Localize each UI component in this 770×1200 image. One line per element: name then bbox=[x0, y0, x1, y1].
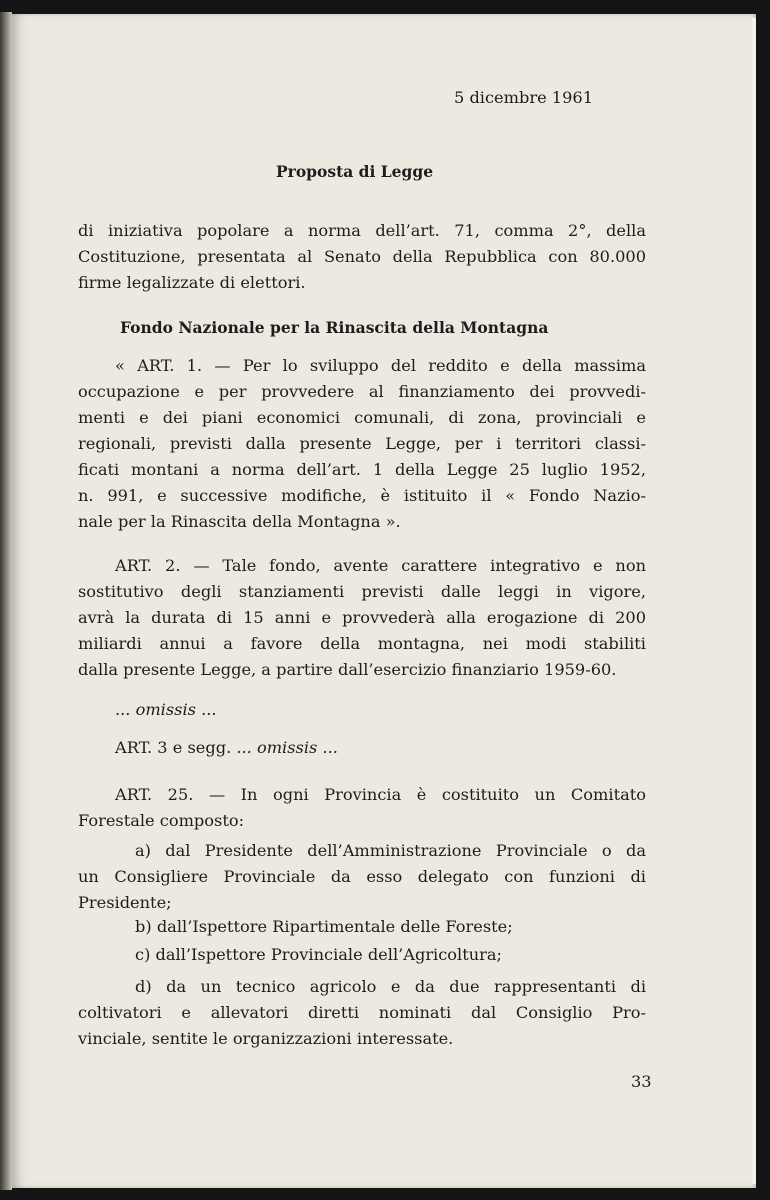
article-3-line bbox=[115, 738, 338, 757]
text-line: occupazione e per provvedere al finanziamento dei provvedi- bbox=[78, 382, 646, 401]
text-line: Forestale composto: bbox=[78, 811, 245, 830]
text-line: un Consigliere Provinciale da esso delegato con funzioni di bbox=[78, 867, 646, 886]
text-line: a) dal Presidente dell’Amministrazione Provinciale o da bbox=[135, 841, 646, 860]
previous-page-edge bbox=[0, 12, 12, 1190]
article-2 bbox=[78, 553, 646, 683]
text-line: Presidente; bbox=[78, 893, 172, 912]
text-line: ART. 2. — Tale fondo, avente carattere integrativo e non bbox=[115, 556, 646, 575]
text-line: coltivatori e allevatori diretti nominati dal Consiglio Pro- bbox=[78, 1003, 646, 1022]
text-line: sostitutivo degli stanziamenti previsti dalle leggi in vigore, bbox=[78, 582, 646, 601]
article-3-label: ART. 3 e segg. bbox=[115, 738, 237, 757]
text-line: nale per la Rinascita della Montagna ». bbox=[78, 512, 401, 531]
text-line: n. 991, e successive modifiche, è istituito il « Fondo Nazio- bbox=[78, 486, 646, 505]
article-25 bbox=[78, 782, 646, 834]
section-heading: Fondo Nazionale per la Rinascita della Montagna bbox=[120, 318, 549, 337]
text-line: ART. 25. — In ogni Provincia è costituito un Comitato bbox=[115, 785, 646, 804]
article-1 bbox=[78, 353, 646, 535]
item-c bbox=[78, 942, 646, 968]
text-line: c) dall’Ispettore Provinciale dell’Agricoltura; bbox=[135, 945, 502, 964]
item-d bbox=[78, 974, 646, 1052]
text-line: di iniziativa popolare a norma dell’art. 71, comma 2°, della bbox=[78, 221, 646, 240]
text-line: regionali, previsti dalla presente Legge, per i territori classi- bbox=[78, 434, 646, 453]
text-line: ficati montani a norma dell’art. 1 della Legge 25 luglio 1952, bbox=[78, 460, 646, 479]
text-line: Costituzione, presentata al Senato della Repubblica con 80.000 bbox=[78, 247, 646, 266]
text-line: firme legalizzate di elettori. bbox=[78, 273, 306, 292]
text-line: b) dall’Ispettore Ripartimentale delle Foreste; bbox=[135, 917, 513, 936]
text-line: menti e dei piani economici comunali, di zona, provinciali e bbox=[78, 408, 646, 427]
document-date: 5 dicembre 1961 bbox=[454, 88, 594, 107]
text-line: dalla presente Legge, a partire dall’esercizio finanziario 1959-60. bbox=[78, 660, 617, 679]
item-a bbox=[78, 838, 646, 916]
omissis-note: ... omissis ... bbox=[236, 738, 338, 757]
text-line: « ART. 1. — Per lo sviluppo del reddito e della massima bbox=[115, 356, 646, 375]
text-line: vinciale, sentite le organizzazioni interessate. bbox=[78, 1029, 454, 1048]
text-line: avrà la durata di 15 anni e provvederà alla erogazione di 200 bbox=[78, 608, 646, 627]
intro-paragraph bbox=[78, 218, 646, 296]
omissis-note: ... omissis ... bbox=[115, 700, 217, 719]
document-title: Proposta di Legge bbox=[276, 162, 434, 181]
page-right-edge bbox=[752, 18, 756, 1184]
text-line: miliardi annui a favore della montagna, nei modi stabiliti bbox=[78, 634, 646, 653]
page-number: 33 bbox=[631, 1072, 652, 1091]
item-b bbox=[78, 914, 646, 940]
text-line: d) da un tecnico agricolo e da due rappresentanti di bbox=[135, 977, 646, 996]
